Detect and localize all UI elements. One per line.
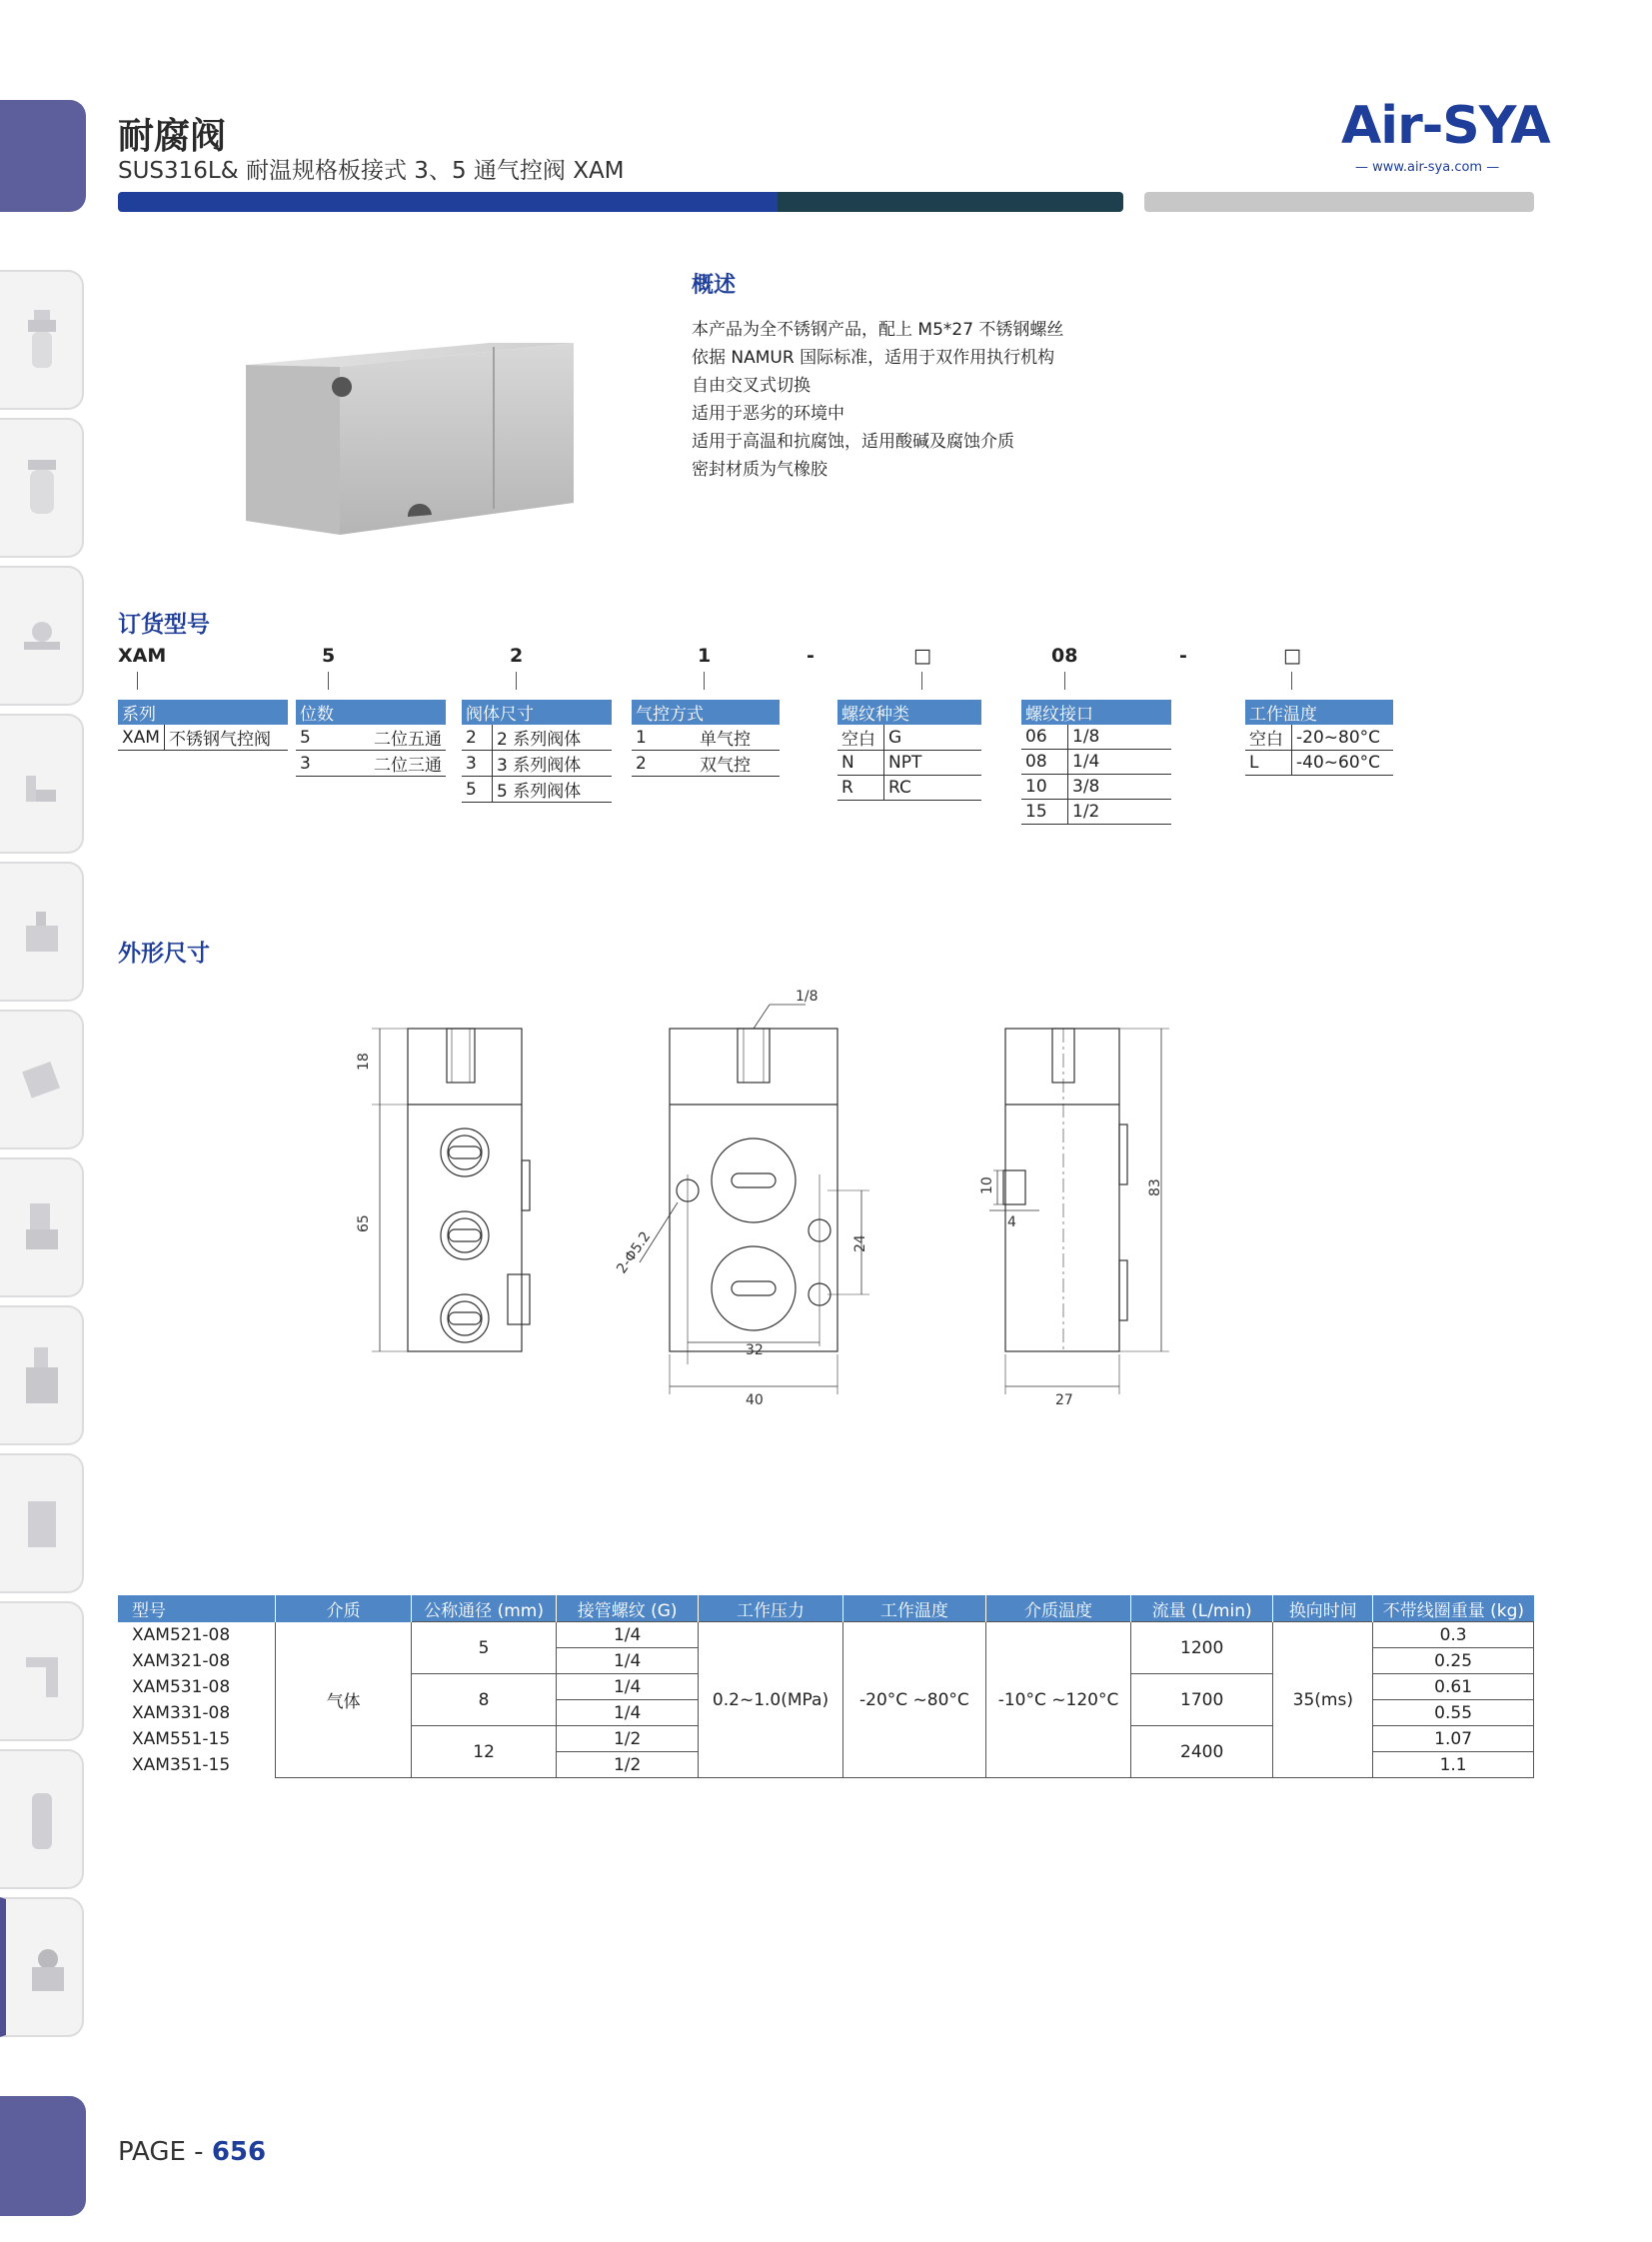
work-temp-cell: -20°C ~80°C <box>842 1622 986 1778</box>
table-cell: 3 <box>296 751 364 777</box>
weight-cell: 0.61 <box>1373 1674 1534 1700</box>
valve-icon <box>22 898 62 970</box>
series-table <box>118 700 288 751</box>
table-cell: RC <box>884 776 982 801</box>
bore-cell: 5 <box>412 1622 557 1674</box>
code-tick <box>516 672 517 690</box>
model-cell: XAM351-15 <box>132 1754 231 1775</box>
body-size-table <box>462 700 612 803</box>
page-title: 耐腐阀 <box>118 116 227 157</box>
spec-header: 流量 (L/min) <box>1130 1595 1273 1622</box>
model-cell: XAM331-08 <box>132 1702 231 1723</box>
thread-type-table <box>837 700 981 801</box>
weight-cell: 1.07 <box>1373 1726 1534 1752</box>
model-cell: XAM321-08 <box>132 1650 231 1671</box>
table-cell: 2 <box>462 725 493 751</box>
table-cell: 1/2 <box>1068 800 1172 825</box>
side-tab-silencer[interactable] <box>0 1749 84 1889</box>
overview-line: 密封材质为气橡胶 <box>692 460 827 480</box>
temperature-table-header: 工作温度 <box>1245 700 1393 725</box>
code-dash: - <box>807 645 815 667</box>
thread-cell: 1/2 <box>556 1726 699 1752</box>
side-tab-regulator[interactable] <box>0 1305 84 1445</box>
spec-table <box>118 1595 1534 1778</box>
weight-cell: 0.25 <box>1373 1648 1534 1674</box>
code-tick <box>921 672 922 690</box>
side-tab-actuator[interactable] <box>0 1453 84 1593</box>
spec-header: 不带线圈重量 (kg) <box>1373 1595 1534 1622</box>
thread-cell: 1/4 <box>556 1648 699 1674</box>
spec-header: 工作压力 <box>699 1595 842 1622</box>
weight-cell: 0.55 <box>1373 1700 1534 1726</box>
side-tab-fitting[interactable] <box>0 714 84 854</box>
side-tab-solenoid[interactable] <box>0 1157 84 1297</box>
side-view-left <box>372 1029 530 1351</box>
table-cell: -40~60°C <box>1292 751 1394 776</box>
filter-regulator-icon <box>22 306 62 378</box>
flow-cell: 1700 <box>1130 1674 1273 1726</box>
spec-header: 换向时间 <box>1273 1595 1373 1622</box>
bore-cell: 12 <box>412 1726 557 1778</box>
table-cell: 二位三通 <box>364 751 446 777</box>
overview-line: 自由交叉式切换 <box>692 376 811 396</box>
dim-label-65: 65 <box>356 1214 372 1232</box>
switch-time-cell: 35(ms) <box>1273 1622 1373 1778</box>
code-tick <box>328 672 329 690</box>
weight-cell: 0.3 <box>1373 1622 1534 1648</box>
page-number: PAGE - 656 <box>118 2137 267 2167</box>
table-cell: 5 系列阀体 <box>493 777 613 803</box>
ordering-title: 订货型号 <box>118 612 210 638</box>
thread-cell: 1/4 <box>556 1700 699 1726</box>
actuator-icon <box>22 1489 62 1561</box>
table-cell: 单气控 <box>696 725 780 751</box>
code-tick <box>1291 672 1292 690</box>
code-pilot: 1 <box>698 645 712 667</box>
thread-type-table-header: 螺纹种类 <box>837 700 981 725</box>
spec-header: 介质温度 <box>986 1595 1131 1622</box>
code-temperature: □ <box>1283 645 1301 667</box>
corrosion-valve-icon <box>28 1933 68 2005</box>
table-cell: 10 <box>1021 775 1068 800</box>
series-table-header: 系列 <box>118 700 288 725</box>
table-cell: 不锈钢气控阀 <box>165 725 289 751</box>
pilot-table-header: 气控方式 <box>632 700 780 725</box>
table-cell: 二位五通 <box>364 725 446 751</box>
table-cell: 06 <box>1021 725 1068 750</box>
table-cell: 3 <box>462 751 493 777</box>
port-table <box>1021 700 1171 825</box>
table-cell: 双气控 <box>696 751 780 777</box>
model-cell: XAM531-08 <box>132 1676 231 1697</box>
code-body-size: 2 <box>510 645 524 667</box>
table-cell: NPT <box>884 751 982 776</box>
table-cell: 3 系列阀体 <box>493 751 613 777</box>
side-tab-corrosion-valve[interactable] <box>0 1897 84 2037</box>
overview-line: 适用于高温和抗腐蚀，适用酸碱及腐蚀介质 <box>692 432 1014 452</box>
table-cell: 15 <box>1021 800 1068 825</box>
thread-cell: 1/4 <box>556 1622 699 1648</box>
solenoid-valve-icon <box>22 1193 62 1265</box>
table-cell: 2 <box>632 751 696 777</box>
table-cell: 空白 <box>1245 725 1292 751</box>
dim-label-2-phi: 2-Φ5.2 <box>614 1228 655 1277</box>
code-tick <box>137 672 138 690</box>
medium-cell: 气体 <box>275 1622 411 1778</box>
side-tab-gauge[interactable] <box>0 566 84 706</box>
model-cell: XAM551-15 <box>132 1728 231 1749</box>
side-tab-filter-regulator[interactable] <box>0 270 84 410</box>
dim-label-40: 40 <box>746 1392 764 1408</box>
regulator-icon <box>22 1341 62 1413</box>
dimensions-title: 外形尺寸 <box>118 941 210 967</box>
table-cell: 1 <box>632 725 696 751</box>
table-row <box>118 1622 1534 1648</box>
port-table-header: 螺纹接口 <box>1021 700 1171 725</box>
table-cell: 5 <box>296 725 364 751</box>
brand-url: — www.air-sya.com — <box>1355 160 1500 175</box>
header-bar-dark <box>778 192 1123 212</box>
table-cell: XAM <box>118 725 165 751</box>
medium-temp-cell: -10°C ~120°C <box>986 1622 1131 1778</box>
table-cell: G <box>884 725 982 751</box>
code-series: XAM <box>118 645 167 667</box>
table-cell: 08 <box>1021 750 1068 775</box>
thread-cell: 1/2 <box>556 1752 699 1778</box>
side-tab-filter[interactable] <box>0 418 84 558</box>
table-cell: 空白 <box>837 725 884 751</box>
overview-title: 概述 <box>692 273 737 298</box>
overview-line: 依据 NAMUR 国际标准，适用于双作用执行机构 <box>692 348 1055 368</box>
flow-cell: 1200 <box>1130 1622 1273 1674</box>
code-dash: - <box>1179 645 1187 667</box>
brand-logo: Air-SYA <box>1341 96 1550 156</box>
weight-cell: 1.1 <box>1373 1752 1534 1778</box>
product-photo <box>240 325 580 545</box>
header-bar-blue <box>118 192 778 212</box>
table-cell: 2 系列阀体 <box>493 725 613 751</box>
table-cell: L <box>1245 751 1292 776</box>
dim-label-32: 32 <box>746 1342 764 1358</box>
overview-line: 适用于恶劣的环境中 <box>692 404 844 424</box>
code-tick <box>1064 672 1065 690</box>
table-cell: -20~80°C <box>1292 725 1394 751</box>
table-cell: 1/8 <box>1068 725 1172 750</box>
positions-table-header: 位数 <box>296 700 446 725</box>
dim-label-27: 27 <box>1055 1392 1073 1408</box>
front-view <box>640 1005 869 1394</box>
bore-cell: 8 <box>412 1674 557 1726</box>
spec-header: 型号 <box>118 1595 275 1622</box>
dim-label-1-8: 1/8 <box>796 989 819 1005</box>
spec-header: 接管螺纹 (G) <box>556 1595 699 1622</box>
body-size-table-header: 阀体尺寸 <box>462 700 612 725</box>
cylinder-icon <box>22 1046 62 1118</box>
pressure-cell: 0.2~1.0(MPa) <box>699 1622 842 1778</box>
overview-line: 本产品为全不锈钢产品，配上 M5*27 不锈钢螺丝 <box>692 320 1064 340</box>
dim-label-4: 4 <box>1007 1214 1016 1230</box>
table-cell: R <box>837 776 884 801</box>
fitting-icon <box>22 750 62 822</box>
section-tab-bottom <box>0 2096 86 2216</box>
side-tab-cylinder[interactable] <box>0 1010 84 1149</box>
silencer-icon <box>22 1785 62 1857</box>
code-positions: 5 <box>322 645 336 667</box>
code-thread-type: □ <box>913 645 931 667</box>
page-subtitle: SUS316L& 耐温规格板接式 3、5 通气控阀 XAM <box>118 158 625 184</box>
table-cell: 3/8 <box>1068 775 1172 800</box>
model-cell: XAM521-08 <box>132 1624 231 1645</box>
section-tab-top <box>0 100 86 212</box>
pilot-table <box>632 700 780 777</box>
side-tab-valve[interactable] <box>0 862 84 1002</box>
table-cell: N <box>837 751 884 776</box>
flow-cell: 2400 <box>1130 1726 1273 1778</box>
header-bar-gray <box>1144 192 1534 212</box>
side-tab-elbow[interactable] <box>0 1601 84 1741</box>
code-port: 08 <box>1051 645 1078 667</box>
temperature-table <box>1245 700 1393 776</box>
dim-label-18: 18 <box>356 1053 372 1071</box>
dim-label-24: 24 <box>852 1234 868 1252</box>
side-view-right <box>989 1029 1169 1394</box>
elbow-fitting-icon <box>22 1637 62 1709</box>
pressure-gauge-icon <box>22 602 62 674</box>
table-cell: 1/4 <box>1068 750 1172 775</box>
dimension-drawing <box>340 975 1199 1434</box>
dim-label-83: 83 <box>1147 1178 1163 1196</box>
spec-header: 公称通径 (mm) <box>412 1595 557 1622</box>
dim-label-10: 10 <box>979 1176 995 1194</box>
code-tick <box>704 672 705 690</box>
spec-header: 工作温度 <box>842 1595 986 1622</box>
table-cell: 5 <box>462 777 493 803</box>
thread-cell: 1/4 <box>556 1674 699 1700</box>
spec-header: 介质 <box>275 1595 411 1622</box>
filter-icon <box>22 454 62 526</box>
positions-table <box>296 700 446 777</box>
